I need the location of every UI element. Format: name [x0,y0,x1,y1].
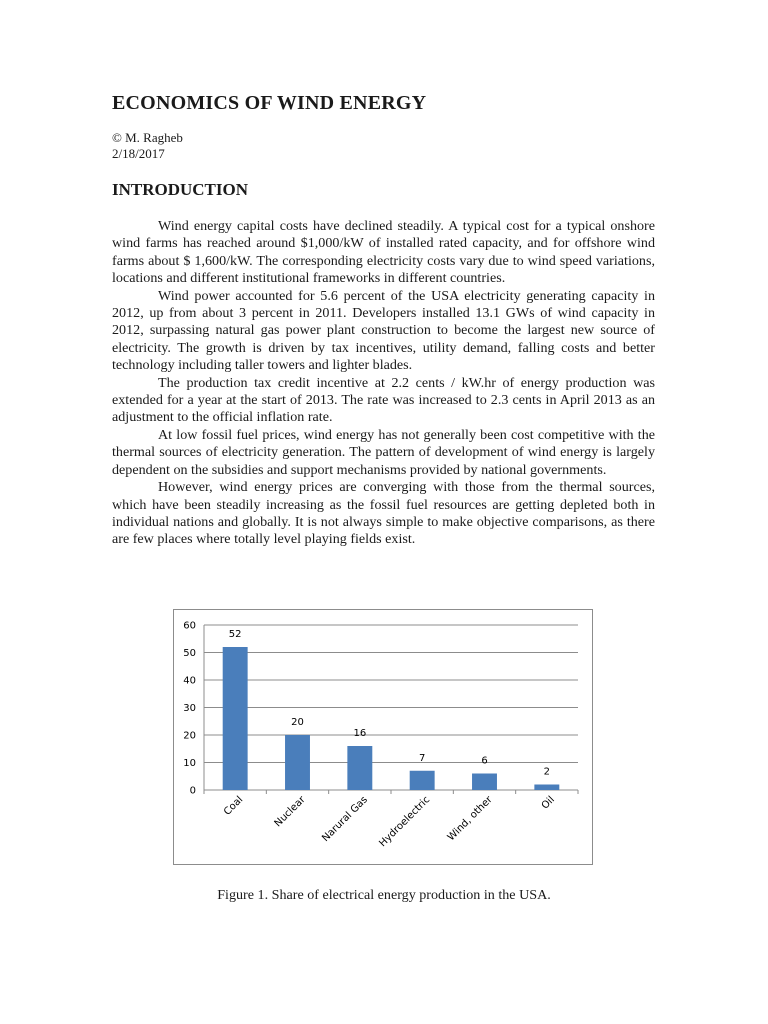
bar-chart [174,610,594,866]
data-label: 7 [418,752,426,764]
x-category-label: Oil [539,794,557,812]
bar [410,771,435,790]
x-category-label: Narural Gas [320,794,370,845]
x-category-label: Hydroelectric [377,794,433,850]
section-heading: INTRODUCTION [112,180,249,199]
data-label: 20 [291,717,304,728]
paragraph: Wind energy capital costs have declined steadily. A typical cost for a typical onshore wind farms has reached around $1,000/kW of installed rated capacity, and for offshore wind farms about $ 1,600/kW. The corresponding electricity costs vary due to wind speed variations, locations and different institutional frameworks in different countries. [112,218,655,287]
bar [223,647,248,790]
author-line: © M. Ragheb [112,130,183,145]
y-tick-label: 30 [183,703,196,714]
y-tick-label: 10 [183,758,196,769]
figure-caption: Figure 1. Share of electrical energy production in the USA. [217,887,551,903]
x-category-label: Coal [221,794,246,818]
bar [472,774,497,791]
x-category-label: Wind, other [445,794,495,844]
data-label: 16 [353,728,367,739]
paragraph: The production tax credit incentive at 2.2 cents / kW.hr of energy production was extended for a year at the start of 2013. The rate was increased to 2.3 cents in April 2013 as an adjustment to the official inflation rate. [112,374,655,426]
x-category-label: Nuclear [272,794,308,830]
y-tick-label: 50 [183,648,196,659]
data-label: 6 [481,755,488,767]
body-text [112,218,655,549]
y-tick-label: 0 [189,785,196,797]
y-tick-label: 40 [183,675,196,687]
figure-chart [173,609,593,865]
date-line: 2/18/2017 [112,146,165,161]
paragraph: Wind power accounted for 5.6 percent of the USA electricity generating capacity in 2012, up from about 3 percent in 2011. Developers installed 13.1 GWs of wind capacity in 2012, surpassing natural gas power plant construction to become the largest new source of electricity. The growth is driven by tax incentives, utility demand, falling costs and better technology including taller towers and lighter blades. [112,287,655,374]
data-label: 52 [228,629,242,640]
y-tick-label: 20 [183,730,196,742]
bar [347,746,372,790]
document-title: ECONOMICS OF WIND ENERGY [112,92,427,114]
data-label: 2 [543,766,551,778]
y-tick-label: 60 [183,620,196,632]
bar [534,785,559,791]
paragraph: At low fossil fuel prices, wind energy has not generally been cost competitive with the thermal sources of electricity generation. The pattern of development of wind energy is largely dependent on the subsidies and support mechanisms provided by national governments. [112,426,655,478]
paragraph: However, wind energy prices are converging with those from the thermal sources, which have been steadily increasing as the fossil fuel resources are getting depleted both in individual nations and globally. It is not always simple to make objective comparisons, as there are few places where totally level playing fields exist. [112,479,655,548]
bar [285,735,310,790]
